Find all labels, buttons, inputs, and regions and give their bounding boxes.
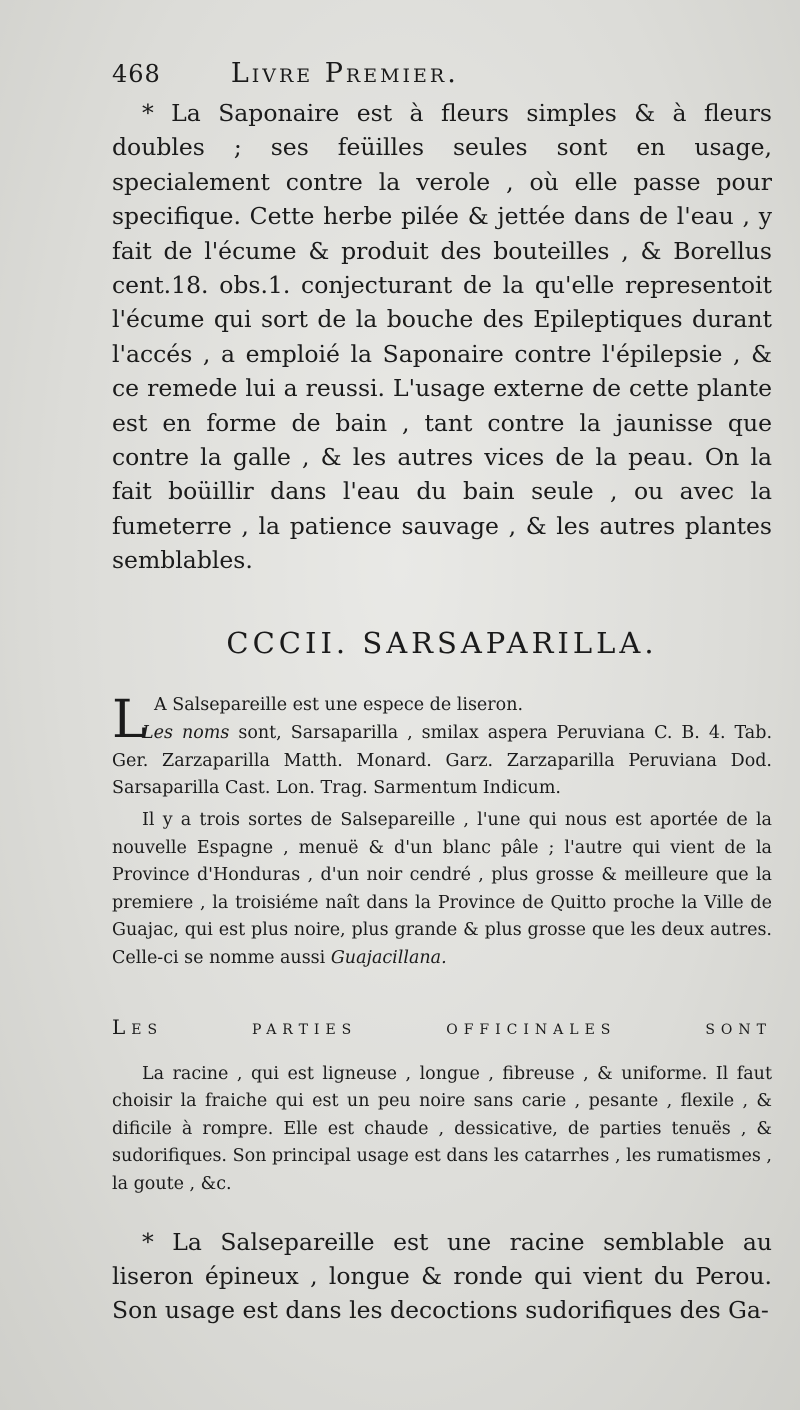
names-text: sont, Sarsaparilla , smilax aspera Peruviana C. B. 4. Tab. Ger. Zarzaparilla Matth. Monard. Garz. Zarzaparilla Peruviana Dod. Sarsaparilla Cast. Lon. Trag. Sarmentum Indicum.	[112, 723, 773, 799]
officinal-paragraph: La racine , qui est ligneuse , longue , fibreuse , & uniforme. Il faut choisir la fraiche qui est un peu noire sans carie , pesante , flexile , & dificile à rompre. Elle est chaude , dessicative, de parties tenuës , & sudorifiques. Son principal usage est dans les catarrhes , les rumatismes , la goute , &c.	[112, 1063, 772, 1194]
page-number: 468	[112, 60, 161, 88]
officinal-subheading: Les parties officinales sont	[112, 1014, 772, 1039]
saponaire-paragraph	[112, 96, 772, 578]
page-content	[112, 58, 772, 1328]
final-text: * La Salsepareille est une racine semblable au liseron épineux , longue & ronde qui vient du Perou. Son usage est dans les decoctions sudorifiques des Ga-	[112, 1227, 772, 1325]
running-header	[112, 58, 772, 96]
names-paragraph	[112, 720, 772, 803]
intro-sentence: A Salsepareille est une espece de liseron.	[154, 694, 524, 715]
saponaire-text: * La Saponaire est à fleurs simples & à fleurs doubles ; ses feüilles seules sont en usage, specialement contre la verole , où elle passe pour specifique. Cette herbe pilée & jettée dans de l'eau , y fait de l'écume & produit des bouteilles , & Borellus cent.18. obs.1. conjecturant de la qu'elle representoit l'écume qui sort de la bouche des Epileptiques durant l'accés , a emploié la Saponaire contre l'épilepsie , & ce remede lui a reussi. L'usage externe de cette plante est en forme de bain , tant contre la jaunisse que contre la galle , & les autres vices de la peau. On la fait boüillir dans l'eau du bain seule , ou avec la fumeterre , la patience sauvage , & les autres plantes semblables.	[112, 99, 772, 575]
spacer	[112, 1199, 772, 1225]
running-title: Livre Premier.	[230, 58, 459, 89]
final-paragraph	[112, 1225, 772, 1328]
drop-cap: L	[112, 689, 147, 750]
names-label: Les noms	[142, 723, 230, 744]
types-text: Il y a trois sortes de Salsepareille , l'une qui nous est aportée de la nouvelle Espagne , menuë & d'un blanc pâle ; l'autre qui vient de la Province d'Honduras , d'un noir cendré , plus grosse & meilleure que la premiere , la troisiéme naît dans la Province de Quitto proche la Ville de Guajac, qui est plus noire, plus grande & plus grosse que les deux autres. Celle-ci se nomme aussi	[112, 810, 772, 969]
types-italic-end: Guajacillana.	[330, 948, 447, 969]
section-title: CCCII. SARSAPARILLA.	[226, 625, 658, 660]
types-paragraph	[112, 807, 772, 973]
